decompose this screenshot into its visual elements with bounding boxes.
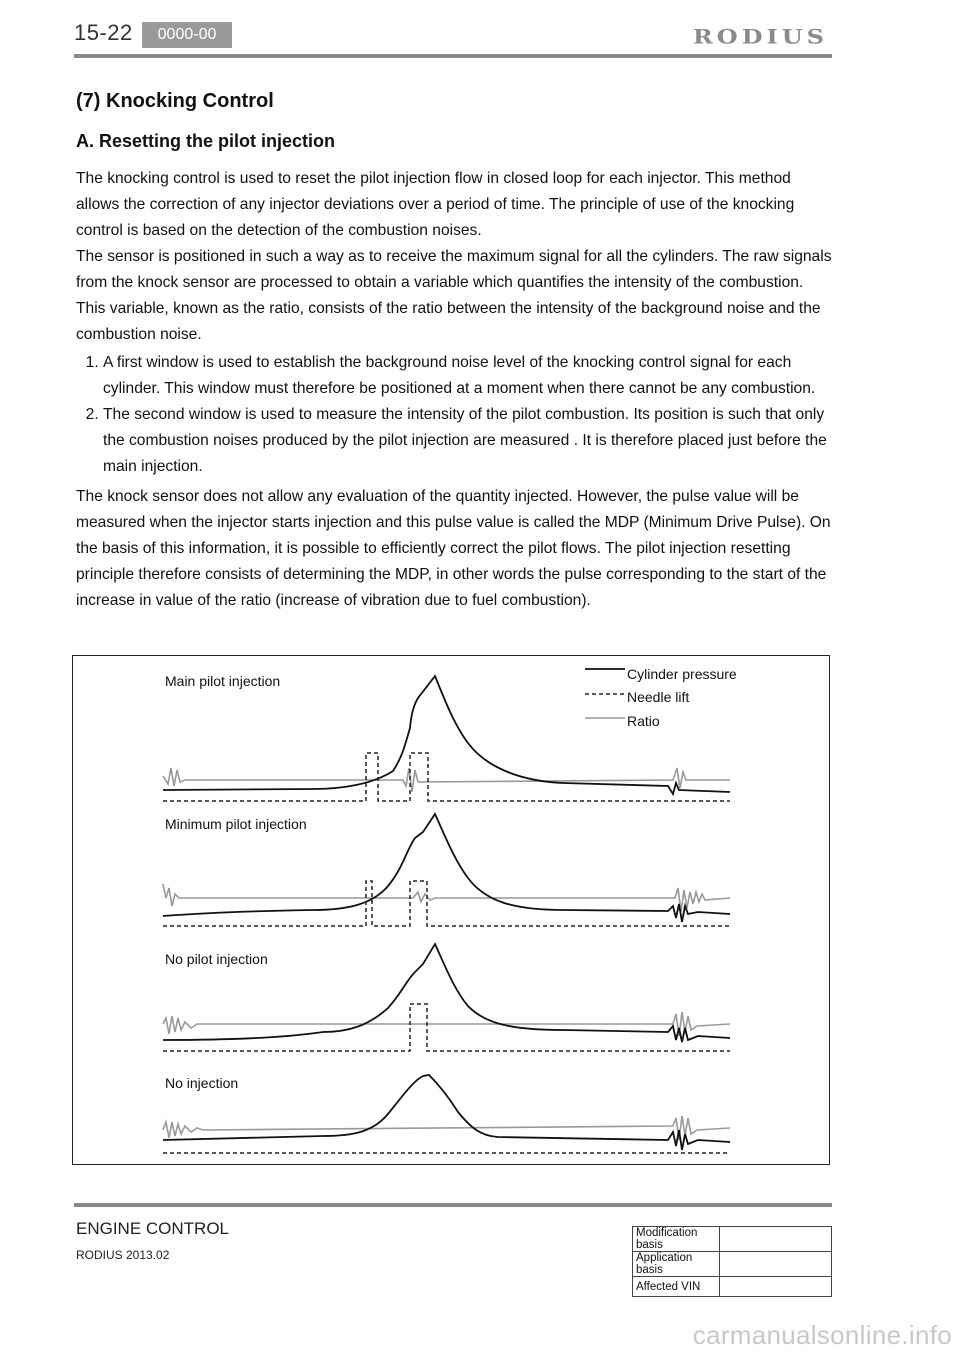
table-row [633,1277,832,1297]
legend-ratio-label: Ratio [627,713,660,729]
panel-label: No pilot injection [165,951,268,967]
revision-label: Application basis [633,1252,720,1277]
paragraph-sensor: The sensor is positioned in such a way as to receive the maximum signal for all the cylinders. The raw signals from the knock sensor are processed to obtain a variable which quantifies the intensity of the combustion. This variable, known as the ratio, consists of the ratio between the intensity of the background noise and the combustion noise. [76,248,832,343]
footer-rule [74,1203,832,1207]
paragraph-mdp: The knock sensor does not allow any evaluation of the quantity injected. However, the pulse value will be measured when the injector starts injection and this pulse value is called the MDP (Minimum Drive Pulse). On the basis of this information, it is possible to efficiently correct the pilot flows. The pilot injection resetting principle therefore consists of determining the MDP, in other words the pulse corresponding to the start of the increase in value of the ratio (increase of vibration due to fuel combustion). [76,488,831,609]
section-code-badge: 0000-00 [142,22,232,48]
knocking-diagram-svg [73,656,828,1163]
panel-no-injection [163,1075,730,1153]
window-steps-list [76,350,832,480]
legend-pressure-label: Cylinder pressure [627,666,737,682]
brand-logo: RODIUS [692,24,828,49]
revision-value [720,1277,832,1297]
list-item: 1. A first window is used to establish the background noise level of the knocking control signal for each cylinder. This window must therefore be positioned at a moment when there cannot be any combustion. [103,350,832,402]
table-row [633,1252,832,1277]
revision-table [632,1226,832,1297]
needle-lift-trace [163,1004,730,1051]
page-number: 15-22 [74,20,133,45]
paragraph-intro: The knocking control is used to reset the pilot injection flow in closed loop for each injector. This method allows the correction of any injector deviations over a period of time. The principle of use of the knocking control is based on the detection of the combustion noises. [76,170,795,239]
panel-no-pilot [163,944,730,1051]
needle-lift-trace [163,881,730,926]
watermark: carmanualsonline.info [692,1320,952,1350]
section-title: (7) Knocking Control [76,90,274,112]
ratio-signal [163,768,730,792]
needle-lift-trace [163,753,730,801]
table-row [633,1227,832,1252]
panel-label: Minimum pilot injection [165,816,307,832]
revision-label: Affected VIN [633,1277,720,1297]
panel-label: No injection [165,1075,239,1091]
knocking-diagram [72,655,830,1165]
subsection-title: A. Resetting the pilot injection [76,131,336,151]
revision-value [720,1227,832,1252]
panel-label: Main pilot injection [165,673,281,689]
ratio-signal [163,884,730,912]
header-rule [74,54,832,58]
legend [585,666,737,729]
cylinder-pressure-curve [163,1075,730,1150]
panel-minimum-pilot [163,814,730,926]
legend-needle-label: Needle lift [627,689,690,705]
ratio-signal [163,1116,730,1140]
revision-value [720,1252,832,1277]
footer-subtitle: RODIUS 2013.02 [76,1248,170,1262]
list-item: 2. The second window is used to measure the intensity of the pilot combustion. Its position is such that only the combustion noises produced by the pilot injection are measured . It is therefore placed just before the main injection. [103,402,832,480]
revision-label: Modification basis [633,1227,720,1252]
footer-title: ENGINE CONTROL [76,1219,230,1238]
main-content [76,90,832,614]
